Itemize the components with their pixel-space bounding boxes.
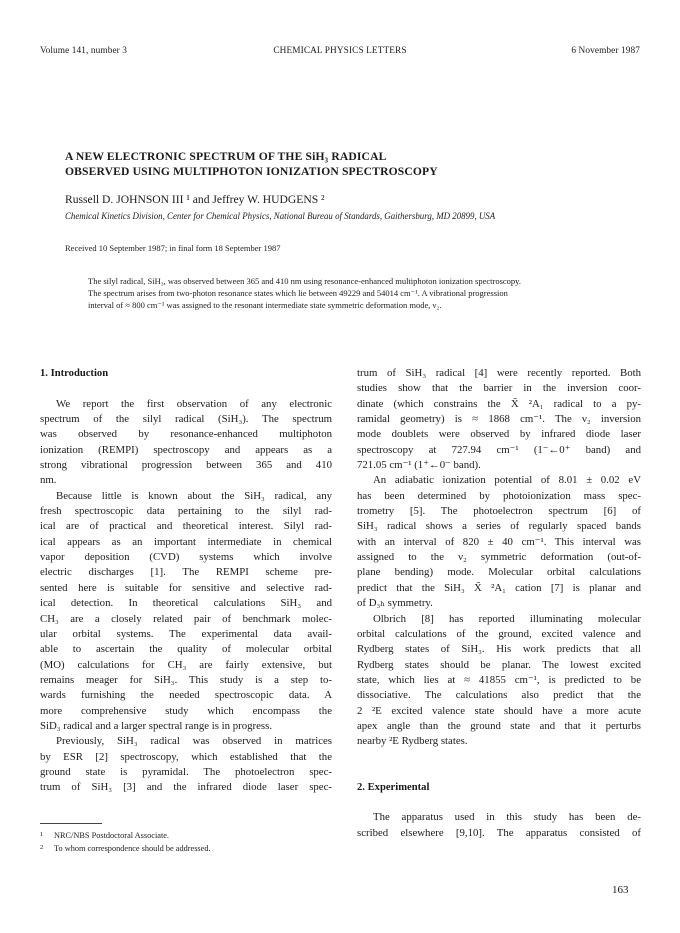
footnote-2	[40, 842, 211, 855]
body-line: dinate (which constrains the X̃ ²A₁ radical to a py-	[357, 397, 641, 410]
body-line: nm.	[40, 474, 57, 487]
body-line: with an interval of 820 ± 40 cm⁻¹. This interval was	[357, 535, 641, 548]
body-line: ular orbital systems. The experimental data avail-	[40, 627, 332, 640]
body-line: An adiabatic ionization potential of 8.01 ± 0.02 eV	[373, 474, 641, 487]
body-line: trum of SiH₃ radical [4] were recently reported. Both	[357, 367, 641, 379]
body-line: ical detection. In theoretical calculations SiH₃ and	[40, 597, 332, 610]
body-line: wards furnishing the needed spectroscopic data. A	[40, 689, 332, 702]
body-line: ground state is pyramidal. The photoelectron spec-	[40, 765, 332, 778]
body-line: plane bending) mode. Molecular orbital calculations	[357, 566, 641, 579]
body-line: sented here is suitable for sensitive and selective rad-	[40, 581, 332, 594]
received-dates: Received 10 September 1987; in final form 18 September 1987	[65, 243, 281, 253]
body-line: predict that the SiH₃ X̃ ²A₁ cation [7] is planar and	[357, 581, 641, 594]
body-line: vapor deposition (CVD) systems which involve	[40, 551, 332, 564]
abstract-line: interval of ≈ 800 cm⁻¹ was assigned to the resonant intermediate state symmetric deformation mode, ν₂.	[88, 300, 442, 310]
author-affiliation: Chemical Kinetics Division, Center for Chemical Physics, National Bureau of Standards, Gaithersburg, MD 20899, USA	[65, 211, 496, 221]
body-line: studies show that the barrier in the inversion coor-	[357, 382, 641, 395]
body-line: trum of SiH₃ [3] and the infrared diode laser spec-	[40, 781, 332, 794]
running-header	[40, 46, 640, 60]
body-line: ical are of practical and theoretical interest. Silyl rad-	[40, 520, 332, 533]
volume-number: Volume 141, number 3	[40, 46, 128, 56]
body-line: mode doublets were observed by infrared diode laser	[357, 428, 641, 441]
body-line: fresh spectroscopic data pertaining to the silyl rad-	[40, 505, 332, 518]
body-line: more comprehensive study which encompass the	[40, 704, 332, 717]
body-line: SiH₃ radical shows a series of regularly spaced bands	[357, 520, 641, 533]
footnotes	[40, 829, 211, 855]
footnote-mark: 2	[40, 844, 44, 851]
body-line: spectroscopy at 727.94 cm⁻¹ (1⁻←0⁺ band) and	[357, 443, 641, 456]
body-line: by ESR [2] spectroscopy, which established that the	[40, 750, 332, 763]
body-line: has been determined by photoionization mass spec-	[357, 489, 641, 502]
body-line: ionization (REMPI) spectroscopy and appears as a	[40, 443, 332, 456]
body-line: able to ascertain the quality of molecular orbital	[40, 643, 332, 656]
body-line: The apparatus used in this study has been de-	[373, 811, 641, 824]
body-line: ical appears as an important intermediate in chemical	[40, 535, 332, 548]
body-line: Previously, SiH₃ radical was observed in matrices	[56, 735, 332, 748]
abstract	[88, 275, 628, 311]
body-line: remains meager for SiH₃. This study is a step to-	[40, 673, 332, 686]
body-line: of D₃ₕ symmetry.	[357, 597, 433, 610]
journal-name: CHEMICAL PHYSICS LETTERS	[273, 46, 407, 56]
article-title	[65, 150, 625, 179]
body-line: nearby ²E Rydberg states.	[357, 735, 468, 748]
body-line: SiD₃ radical and a larger spectral range is in progress.	[40, 719, 273, 732]
footnote-1	[40, 829, 211, 842]
body-line: Olbrich [8] has reported illuminating molecular	[373, 612, 641, 625]
body-line: orbital calculations of the ground, excited valence and	[357, 627, 641, 640]
issue-date: 6 November 1987	[571, 46, 640, 56]
abstract-line: The silyl radical, SiH₃, was observed between 365 and 410 nm using resonance-enhanced multiphoton ionization spectroscopy.	[88, 276, 521, 286]
body-line: Rydberg states of SiH₃. His work predicts that all	[357, 643, 641, 656]
body-line: spectrum of the silyl radical (SiH₃). The spectrum	[40, 413, 332, 426]
body-line: assigned to the ν₂ symmetric deformation (out-of-	[357, 551, 641, 564]
abstract-line: The spectrum arises from two-photon resonance states which lie between 49229 and 54014 cm⁻¹. A vibrational progression	[88, 288, 508, 298]
section-heading-introduction: 1. Introduction	[40, 368, 109, 379]
body-line: apex angle than the ground state and that it perturbs	[357, 719, 641, 732]
body-line: CH₃ are a closely related pair of benchmark molec-	[40, 612, 332, 625]
body-line: Because little is known about the SiH₃ radical, any	[56, 489, 332, 502]
footnote-mark: 1	[40, 831, 44, 838]
footnote-text: To whom correspondence should be addressed.	[54, 844, 211, 853]
footnote-rule	[40, 823, 102, 824]
title-line: A NEW ELECTRONIC SPECTRUM OF THE SiH₃ RADICAL	[65, 150, 387, 163]
body-line: We report the first observation of any electronic	[56, 397, 332, 410]
page-number: 163	[612, 884, 629, 896]
body-line: scribed elsewhere [9,10]. The apparatus consisted of	[357, 826, 641, 839]
body-line: 721.05 cm⁻¹ (1⁺←0⁻ band).	[357, 459, 481, 472]
body-line: Rydberg states should be planar. The lowest excited	[357, 658, 641, 671]
author-list: Russell D. JOHNSON III ¹ and Jeffrey W. HUDGENS ²	[65, 193, 325, 206]
body-line: 2 ²E excited valence state should have a more acute	[357, 704, 641, 717]
body-line: dissociative. The calculations also predict that the	[357, 689, 641, 702]
body-line: state, which lies at ≈ 41855 cm⁻¹, is predicted to be	[357, 673, 641, 686]
body-line: ramidal geometry) is ≈ 1868 cm⁻¹. The ν₂ inversion	[357, 413, 641, 426]
body-line: (MO) calculations for CH₃ are fairly extensive, but	[40, 658, 332, 671]
right-column	[357, 366, 641, 841]
body-line: strong vibrational progression between 365 and 410	[40, 459, 332, 472]
body-line: electric discharges [1]. The REMPI scheme pre-	[40, 566, 332, 579]
body-line: trometry [5]. The photoelectron spectrum [6] of	[357, 505, 641, 518]
body-line: was observed by resonance-enhanced multiphoton	[40, 428, 332, 441]
left-column	[40, 366, 332, 796]
footnote-text: NRC/NBS Postdoctoral Associate.	[54, 831, 170, 840]
title-line: OBSERVED USING MULTIPHOTON IONIZATION SPECTROSCOPY	[65, 164, 438, 178]
section-heading-experimental: 2. Experimental	[357, 781, 430, 793]
